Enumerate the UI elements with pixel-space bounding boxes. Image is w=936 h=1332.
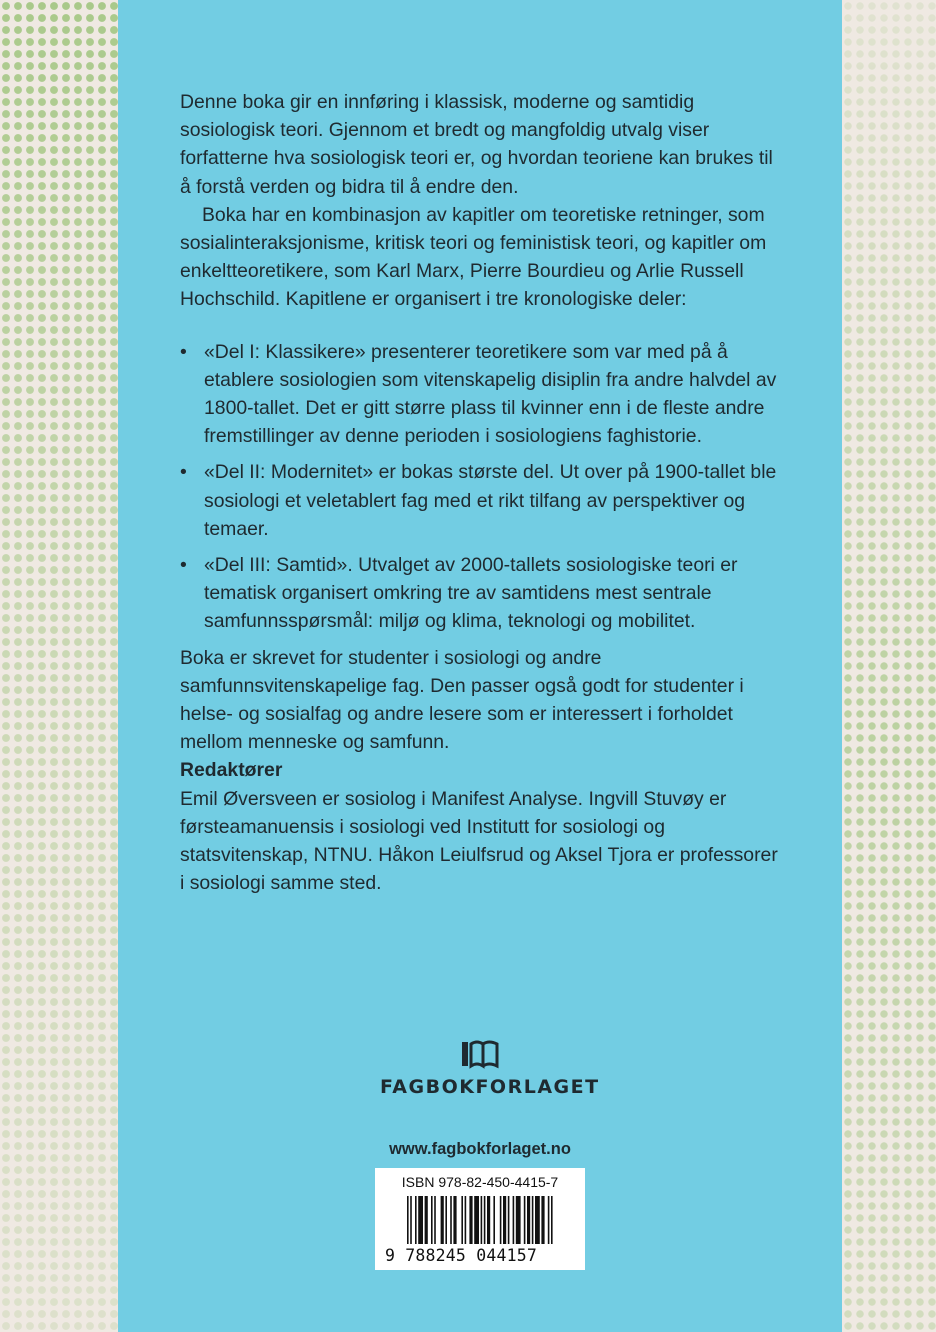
bullet-icon: • [180,340,187,363]
editors-heading: Redaktører [180,759,283,782]
parts-list [180,338,780,636]
editors-paragraph: Emil Øversveen er sosiolog i Manifest Analyse. Ingvill Stuvøy er førsteamanuensis i sosiologi ved Institutt for sosiologi og statsvitenskap, NTNU. Håkon Leiulfsrud og Aksel Tjora er professorer i sosiologi samme sted. [180,787,778,895]
list-item [180,338,780,451]
list-item-text: «Del II: Modernitet» er bokas største del. Ut over på 1900-tallet ble sosiologi et veletablert fag med et rikt tilfang av perspektiver og temaer. [204,461,777,540]
isbn-label: ISBN 978-82-450-4415-7 [401,1174,559,1190]
list-item [180,551,780,636]
publisher-name: FAGBOKFORLAGET [380,1076,600,1098]
list-item-text: «Del III: Samtid». Utvalget av 2000-tallets sosiologiske teori er tematisk organisert omkring tre av samtidens mest sentrale samfunnsspørsmål: miljø og klima, teknologi og mobilitet. [204,554,738,633]
bullet-icon: • [180,554,187,577]
publisher-website: www.fagbokforlaget.no [389,1140,571,1158]
publisher-logo [380,1040,600,1098]
back-cover-text [180,88,780,897]
barcode-digits: 9 788245 044157 [385,1246,538,1265]
intro-paragraph: Denne boka gir en innføring i klassisk, moderne og samtidig sosiologisk teori. Gjennom et bredt og mangfoldig utvalg viser forfatterne hva sosiologisk teori er, og hvordan teoriene kan brukes til å forstå verden og bidra til å endre den. [180,91,773,198]
list-item [180,458,780,543]
book-logo-icon [460,1040,500,1070]
barcode [375,1168,585,1270]
dot-pattern-right [842,0,936,1332]
list-item-text: «Del I: Klassikere» presenterer teoretikere som var med på å etablere sosiologien som vitenskapelig disiplin fra andre halvdel av 1800-tallet. Det er gitt større plass til kvinner enn i de fleste andre fremstillinger av denne perioden i sosiologiens faghistorie. [204,340,777,448]
structure-paragraph: Boka har en kombinasjon av kapitler om teoretiske retninger, som sosialinteraksjonisme, kritisk teori og feministisk teori, og kapitler om enkeltteoretikere, som Karl Marx, Pierre Bourdieu og Arlie Russell Hochschild. Kapitlene er organisert i tre kronologiske deler: [180,203,767,311]
bullet-icon: • [180,461,187,484]
audience-paragraph: Boka er skrevet for studenter i sosiologi og andre samfunnsvitenskapelige fag. Den passer også godt for studenter i helse- og sosialfag og andre lesere som er interessert i forholdet mellom menneske og samfunn. [180,646,744,754]
dot-pattern-left [0,0,118,1332]
